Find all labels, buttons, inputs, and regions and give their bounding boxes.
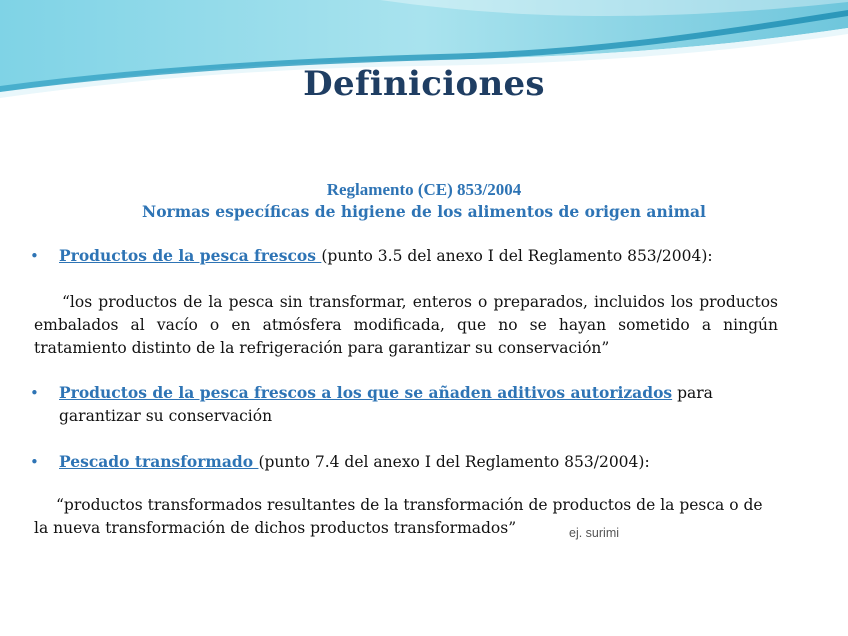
item-text: (punto 7.4 del anexo I del Reglamento 853/2004): (258, 453, 650, 471)
item-text: para garantizar su conservación (59, 384, 713, 425)
list-item (59, 381, 729, 428)
link-pescado-transformado[interactable]: Pescado transformado (59, 452, 259, 471)
item-text: (punto 3.5 del anexo I del Reglamento 853/2004): (321, 247, 713, 265)
bullet-icon: • (30, 453, 39, 471)
regulation-subtitle: Normas específicas de higiene de los alimentos de origen animal (142, 202, 706, 221)
definition-quote: “los productos de la pesca sin transformar, enteros o preparados, incluidos los productos embalados al vacío o en atmósfera modificada, que no se hayan sometido a ningún tratamiento distinto de la refrigeración para garantizar su conservación” (34, 293, 778, 357)
page-title: Definiciones (303, 64, 545, 104)
definition-quote: “productos transformados resultantes de la transformación de productos de la pesca o de la nueva transformación de dichos productos transformados” (34, 496, 763, 537)
bullet-icon: • (30, 384, 39, 402)
link-productos-aditivos[interactable]: Productos de la pesca frescos a los que se añaden aditivos autorizados (59, 383, 673, 402)
link-productos-pesca-frescos[interactable]: Productos de la pesca frescos (59, 246, 322, 265)
example-note: ej. surimi (569, 526, 620, 540)
regulation-line: Reglamento (CE) 853/2004 (326, 180, 522, 199)
list-item (59, 244, 779, 268)
list-item (59, 450, 779, 474)
bullet-icon: • (30, 247, 39, 265)
